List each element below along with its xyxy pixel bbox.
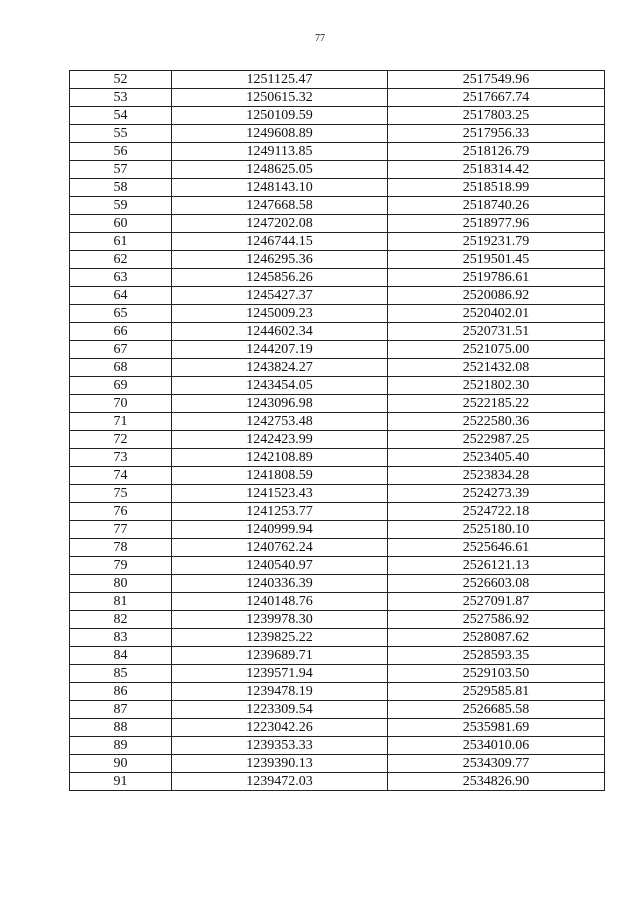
point-number-cell: 65 (70, 305, 172, 323)
coordinates-table (69, 70, 605, 791)
table-row (70, 737, 605, 755)
x-coordinate-cell: 1239478.19 (172, 683, 388, 701)
x-coordinate-cell: 1240999.94 (172, 521, 388, 539)
table-row (70, 431, 605, 449)
point-number-cell: 77 (70, 521, 172, 539)
table-row (70, 179, 605, 197)
y-coordinate-cell: 2524273.39 (388, 485, 605, 503)
table-row (70, 485, 605, 503)
x-coordinate-cell: 1242108.89 (172, 449, 388, 467)
y-coordinate-cell: 2535981.69 (388, 719, 605, 737)
point-number-cell: 64 (70, 287, 172, 305)
y-coordinate-cell: 2528087.62 (388, 629, 605, 647)
y-coordinate-cell: 2522580.36 (388, 413, 605, 431)
point-number-cell: 90 (70, 755, 172, 773)
y-coordinate-cell: 2534826.90 (388, 773, 605, 791)
x-coordinate-cell: 1239978.30 (172, 611, 388, 629)
y-coordinate-cell: 2524722.18 (388, 503, 605, 521)
table-row (70, 611, 605, 629)
y-coordinate-cell: 2527091.87 (388, 593, 605, 611)
x-coordinate-cell: 1251125.47 (172, 71, 388, 89)
x-coordinate-cell: 1239825.22 (172, 629, 388, 647)
x-coordinate-cell: 1248143.10 (172, 179, 388, 197)
table-row (70, 593, 605, 611)
table-row (70, 449, 605, 467)
point-number-cell: 71 (70, 413, 172, 431)
point-number-cell: 66 (70, 323, 172, 341)
x-coordinate-cell: 1243454.05 (172, 377, 388, 395)
x-coordinate-cell: 1249113.85 (172, 143, 388, 161)
y-coordinate-cell: 2526603.08 (388, 575, 605, 593)
point-number-cell: 58 (70, 179, 172, 197)
x-coordinate-cell: 1245009.23 (172, 305, 388, 323)
x-coordinate-cell: 1239390.13 (172, 755, 388, 773)
point-number-cell: 69 (70, 377, 172, 395)
table-row (70, 467, 605, 485)
point-number-cell: 68 (70, 359, 172, 377)
point-number-cell: 82 (70, 611, 172, 629)
y-coordinate-cell: 2525180.10 (388, 521, 605, 539)
table-row (70, 359, 605, 377)
y-coordinate-cell: 2520402.01 (388, 305, 605, 323)
table-row (70, 125, 605, 143)
x-coordinate-cell: 1242423.99 (172, 431, 388, 449)
page-number: 77 (315, 33, 325, 44)
table-row (70, 701, 605, 719)
point-number-cell: 53 (70, 89, 172, 107)
point-number-cell: 61 (70, 233, 172, 251)
table-row (70, 323, 605, 341)
y-coordinate-cell: 2523834.28 (388, 467, 605, 485)
table-row (70, 107, 605, 125)
x-coordinate-cell: 1239571.94 (172, 665, 388, 683)
point-number-cell: 74 (70, 467, 172, 485)
x-coordinate-cell: 1244602.34 (172, 323, 388, 341)
point-number-cell: 86 (70, 683, 172, 701)
table-row (70, 143, 605, 161)
table-row (70, 269, 605, 287)
point-number-cell: 73 (70, 449, 172, 467)
x-coordinate-cell: 1246744.15 (172, 233, 388, 251)
point-number-cell: 52 (70, 71, 172, 89)
point-number-cell: 75 (70, 485, 172, 503)
x-coordinate-cell: 1241808.59 (172, 467, 388, 485)
table-row (70, 665, 605, 683)
y-coordinate-cell: 2519501.45 (388, 251, 605, 269)
x-coordinate-cell: 1244207.19 (172, 341, 388, 359)
y-coordinate-cell: 2519786.61 (388, 269, 605, 287)
table-row (70, 197, 605, 215)
point-number-cell: 79 (70, 557, 172, 575)
x-coordinate-cell: 1249608.89 (172, 125, 388, 143)
point-number-cell: 83 (70, 629, 172, 647)
y-coordinate-cell: 2518314.42 (388, 161, 605, 179)
table-row (70, 341, 605, 359)
point-number-cell: 80 (70, 575, 172, 593)
table-row (70, 683, 605, 701)
table-row (70, 755, 605, 773)
y-coordinate-cell: 2526685.58 (388, 701, 605, 719)
point-number-cell: 59 (70, 197, 172, 215)
x-coordinate-cell: 1243824.27 (172, 359, 388, 377)
point-number-cell: 54 (70, 107, 172, 125)
point-number-cell: 84 (70, 647, 172, 665)
y-coordinate-cell: 2527586.92 (388, 611, 605, 629)
x-coordinate-cell: 1240336.39 (172, 575, 388, 593)
table-row (70, 575, 605, 593)
table-row (70, 395, 605, 413)
y-coordinate-cell: 2518518.99 (388, 179, 605, 197)
x-coordinate-cell: 1246295.36 (172, 251, 388, 269)
table-row (70, 539, 605, 557)
y-coordinate-cell: 2519231.79 (388, 233, 605, 251)
point-number-cell: 81 (70, 593, 172, 611)
x-coordinate-cell: 1239353.33 (172, 737, 388, 755)
x-coordinate-cell: 1247668.58 (172, 197, 388, 215)
point-number-cell: 78 (70, 539, 172, 557)
y-coordinate-cell: 2518126.79 (388, 143, 605, 161)
point-number-cell: 72 (70, 431, 172, 449)
x-coordinate-cell: 1223309.54 (172, 701, 388, 719)
table-row (70, 287, 605, 305)
y-coordinate-cell: 2520086.92 (388, 287, 605, 305)
table-row (70, 521, 605, 539)
table-row (70, 305, 605, 323)
table-row (70, 71, 605, 89)
y-coordinate-cell: 2521075.00 (388, 341, 605, 359)
y-coordinate-cell: 2523405.40 (388, 449, 605, 467)
point-number-cell: 67 (70, 341, 172, 359)
y-coordinate-cell: 2534010.06 (388, 737, 605, 755)
y-coordinate-cell: 2522185.22 (388, 395, 605, 413)
table-row (70, 89, 605, 107)
table-row (70, 215, 605, 233)
point-number-cell: 55 (70, 125, 172, 143)
point-number-cell: 62 (70, 251, 172, 269)
point-number-cell: 89 (70, 737, 172, 755)
y-coordinate-cell: 2517549.96 (388, 71, 605, 89)
table-row (70, 773, 605, 791)
y-coordinate-cell: 2521432.08 (388, 359, 605, 377)
table-row (70, 629, 605, 647)
point-number-cell: 57 (70, 161, 172, 179)
table-row (70, 413, 605, 431)
y-coordinate-cell: 2517803.25 (388, 107, 605, 125)
table-row (70, 557, 605, 575)
coordinates-table-body (70, 71, 605, 791)
y-coordinate-cell: 2526121.13 (388, 557, 605, 575)
table-row (70, 647, 605, 665)
table-row (70, 251, 605, 269)
x-coordinate-cell: 1243096.98 (172, 395, 388, 413)
table-row (70, 377, 605, 395)
y-coordinate-cell: 2525646.61 (388, 539, 605, 557)
table-row (70, 503, 605, 521)
x-coordinate-cell: 1241523.43 (172, 485, 388, 503)
point-number-cell: 76 (70, 503, 172, 521)
x-coordinate-cell: 1250615.32 (172, 89, 388, 107)
table-row (70, 233, 605, 251)
point-number-cell: 85 (70, 665, 172, 683)
x-coordinate-cell: 1242753.48 (172, 413, 388, 431)
x-coordinate-cell: 1245427.37 (172, 287, 388, 305)
y-coordinate-cell: 2518740.26 (388, 197, 605, 215)
x-coordinate-cell: 1223042.26 (172, 719, 388, 737)
y-coordinate-cell: 2528593.35 (388, 647, 605, 665)
x-coordinate-cell: 1240540.97 (172, 557, 388, 575)
x-coordinate-cell: 1240148.76 (172, 593, 388, 611)
point-number-cell: 56 (70, 143, 172, 161)
y-coordinate-cell: 2517956.33 (388, 125, 605, 143)
y-coordinate-cell: 2517667.74 (388, 89, 605, 107)
x-coordinate-cell: 1239689.71 (172, 647, 388, 665)
point-number-cell: 88 (70, 719, 172, 737)
point-number-cell: 63 (70, 269, 172, 287)
point-number-cell: 87 (70, 701, 172, 719)
y-coordinate-cell: 2529585.81 (388, 683, 605, 701)
table-row (70, 719, 605, 737)
x-coordinate-cell: 1240762.24 (172, 539, 388, 557)
y-coordinate-cell: 2534309.77 (388, 755, 605, 773)
x-coordinate-cell: 1250109.59 (172, 107, 388, 125)
y-coordinate-cell: 2522987.25 (388, 431, 605, 449)
table-row (70, 161, 605, 179)
point-number-cell: 70 (70, 395, 172, 413)
y-coordinate-cell: 2518977.96 (388, 215, 605, 233)
x-coordinate-cell: 1245856.26 (172, 269, 388, 287)
y-coordinate-cell: 2521802.30 (388, 377, 605, 395)
x-coordinate-cell: 1239472.03 (172, 773, 388, 791)
point-number-cell: 91 (70, 773, 172, 791)
x-coordinate-cell: 1247202.08 (172, 215, 388, 233)
y-coordinate-cell: 2520731.51 (388, 323, 605, 341)
y-coordinate-cell: 2529103.50 (388, 665, 605, 683)
point-number-cell: 60 (70, 215, 172, 233)
x-coordinate-cell: 1241253.77 (172, 503, 388, 521)
x-coordinate-cell: 1248625.05 (172, 161, 388, 179)
